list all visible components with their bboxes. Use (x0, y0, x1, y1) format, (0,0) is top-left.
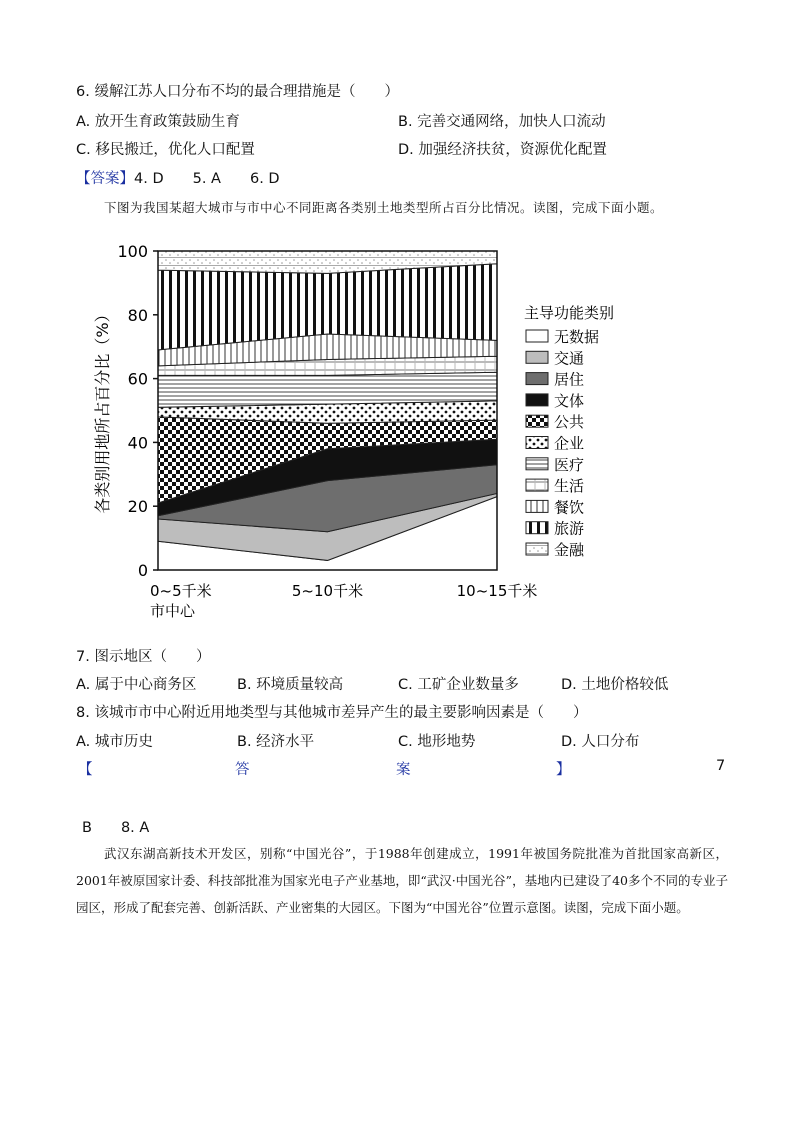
y-tick-label-40: 40 (127, 433, 148, 453)
passage-text: 武汉东湖高新技术开发区，别称“中国光谷”，于1988年创建成立，1991年被国务院批准为首批国家高新区，2001年被原国家计委、科技部批准为国家光电子产业基地，即“武汉·中国光谷”，基地内已建设了40多个不同的专业子园区，形成了配套完善、创新活跃、产业密集的大园区。下图为“中国光谷”位置示意图。读图，完成下面小题。 (76, 846, 728, 915)
area-band-7 (158, 372, 497, 407)
chart-intro: 下图为我国某超大城市与市中心不同距离各类别土地类型所占百分比情况。读图，完成下面小题。 (104, 200, 664, 215)
x-tick-label-3: 10~15千米 (456, 582, 538, 600)
q7-option-b: B. 环境质量较高 (237, 677, 344, 693)
q7-option-c: C. 工矿企业数量多 (398, 677, 519, 693)
answer2-bracket-left: 【 (78, 762, 93, 778)
y-axis-label: 各类别用地所占百分比（%） (93, 306, 112, 514)
legend-label-9: 餐饮 (554, 498, 585, 517)
legend-label-11: 金融 (554, 541, 585, 559)
answer-text: 4. D 5. A 6. D (134, 171, 280, 187)
legend-swatch-3 (526, 373, 548, 385)
legend-swatch-2 (526, 351, 548, 363)
legend-swatch-7 (526, 458, 548, 470)
q6-option-a: A. 放开生育政策鼓励生育 (76, 114, 240, 130)
y-tick-label-0: 0 (137, 561, 148, 580)
q6-stem: 6. 缓解江苏人口分布不均的最合理措施是（ ） (76, 84, 399, 100)
legend-label-5: 公共 (554, 413, 585, 432)
answer-line-1 (76, 167, 280, 188)
answer2-number: 7 (716, 758, 726, 774)
land-use-chart (0, 230, 794, 670)
y-tick-label-60: 60 (127, 369, 148, 389)
q7-option-d: D. 土地价格较低 (561, 677, 669, 693)
q6-option-d: D. 加强经济扶贫，资源优化配置 (398, 142, 607, 158)
legend-label-3: 居住 (554, 370, 585, 389)
legend-swatch-10 (526, 522, 548, 534)
y-tick-label-80: 80 (127, 305, 148, 325)
q7-option-a: A. 属于中心商务区 (76, 677, 197, 693)
q6-option-c: C. 移民搬迁，优化人口配置 (76, 142, 255, 158)
legend-swatch-9 (526, 500, 548, 512)
x-tick-sublabel-1: 市中心 (150, 602, 196, 620)
x-tick-label-1: 0~5千米 (150, 582, 212, 600)
answer2-bracket-right: 】 (556, 762, 571, 778)
q8-option-b: B. 经济水平 (237, 734, 315, 750)
legend-label-2: 交通 (554, 349, 585, 368)
q8-option-d: D. 人口分布 (561, 734, 640, 750)
q7-stem: 7. 图示地区（ ） (76, 649, 211, 665)
legend-swatch-5 (526, 415, 548, 427)
legend-swatch-8 (526, 479, 548, 491)
legend-label-6: 企业 (554, 434, 585, 453)
legend-label-4: 文体 (554, 391, 585, 410)
q8-option-c: C. 地形地势 (398, 734, 476, 750)
legend-swatch-4 (526, 394, 548, 406)
legend-swatch-1 (526, 330, 548, 342)
answer-tag: 【答案】 (76, 171, 134, 187)
y-tick-label-100: 100 (117, 242, 148, 261)
legend-label-1: 无数据 (554, 328, 600, 346)
answer2-char-2: 案 (396, 762, 411, 778)
legend-title: 主导功能类别 (524, 304, 615, 322)
legend-swatch-6 (526, 437, 548, 449)
y-tick-label-20: 20 (127, 497, 148, 517)
answer2-continuation: B 8. A (82, 820, 150, 836)
q8-option-a: A. 城市历史 (76, 734, 153, 750)
q8-stem: 8. 该城市市中心附近用地类型与其他城市差异产生的最主要影响因素是（ ） (76, 705, 588, 721)
x-tick-label-2: 5~10千米 (291, 582, 364, 600)
legend-label-8: 生活 (554, 477, 585, 496)
legend-label-7: 医疗 (554, 455, 585, 474)
q6-option-b: B. 完善交通网络，加快人口流动 (398, 114, 606, 130)
legend-swatch-11 (526, 543, 548, 555)
legend-label-10: 旅游 (554, 519, 585, 538)
answer2-char-1: 答 (235, 762, 250, 778)
